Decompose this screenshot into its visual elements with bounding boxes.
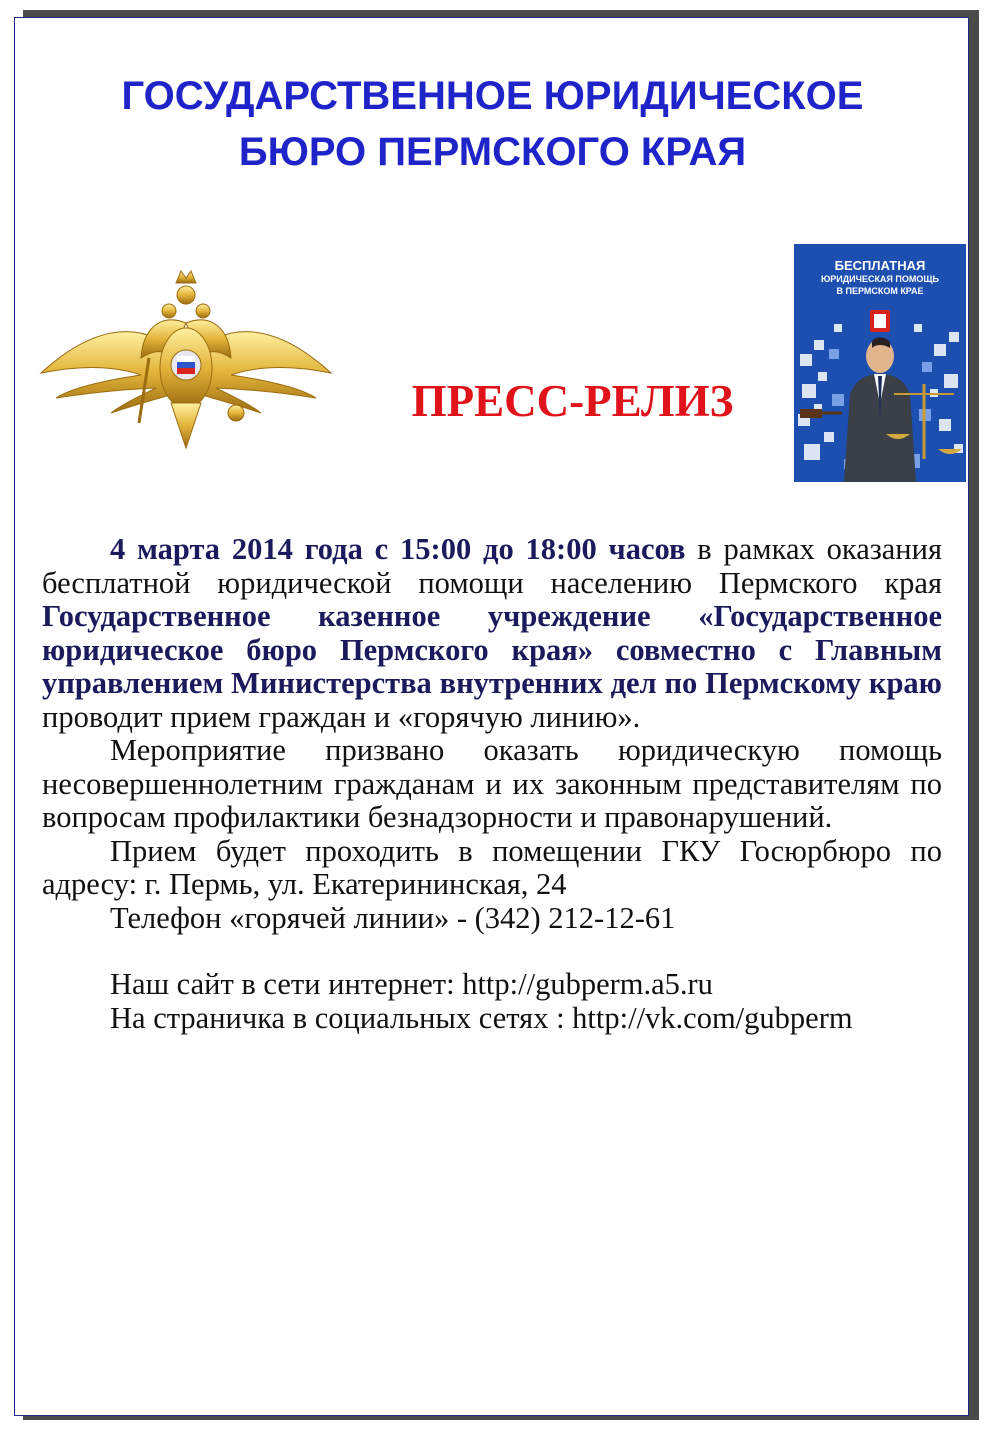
- organization-title-line1: ГОСУДАРСТВЕННОЕ ЮРИДИЧЕСКОЕ: [121, 74, 864, 118]
- paragraph-social: На страничка в социальных сетях : http://vk.com/gubperm: [110, 1000, 853, 1035]
- paragraph1-text-b: проводит прием граждан и «горячую линию».: [42, 699, 641, 734]
- booklet-cover-image: [794, 244, 966, 482]
- paragraph-website: Наш сайт в сети интернет: http://gubperm.a5.ru: [110, 967, 713, 1001]
- paragraph-announcement: [42, 533, 942, 734]
- booklet-title-line1: БЕСПЛАТНАЯ: [834, 258, 926, 273]
- paragraph1-text-a: в рамках оказания бесплатной юридической помощи населению Пермского края: [42, 532, 942, 600]
- spacer: [42, 935, 942, 968]
- booklet-title-line3: В ПЕРМСКОМ КРАЕ: [836, 286, 924, 296]
- document-page: [14, 17, 969, 1416]
- organization-title-line2: БЮРО ПЕРМСКОГО КРАЯ: [238, 130, 747, 174]
- paragraph-purpose: Мероприятие призвано оказать юридическую помощь несовершеннолетним гражданам и их законным представителям по вопросам профилактики безнадзорности и правонарушений.: [42, 733, 942, 834]
- booklet-title-line2: ЮРИДИЧЕСКАЯ ПОМОЩЬ: [820, 274, 940, 284]
- booklet-title: [794, 258, 966, 297]
- organization-name: Государственное казенное учреждение «Государственное юридическое бюро Пермского края» совместно с Главным управлением Министерства внутренних дел по Пермскому краю: [42, 599, 942, 700]
- press-release-heading: ПРЕСС-РЕЛИЗ: [411, 376, 734, 426]
- paragraph-address: Прием будет проходить в помещении ГКУ Госюрбюро по адресу: г. Пермь, ул. Екатерининская, 24: [42, 833, 942, 901]
- press-release-body: [42, 533, 942, 1035]
- organization-title: [15, 68, 970, 180]
- event-date-time: 4 марта 2014 года с 15:00 до 18:00 часов: [110, 532, 686, 566]
- double-headed-eagle-emblem-icon: [31, 263, 341, 463]
- paragraph-phone: Телефон «горячей линии» - (342) 212-12-61: [110, 900, 676, 935]
